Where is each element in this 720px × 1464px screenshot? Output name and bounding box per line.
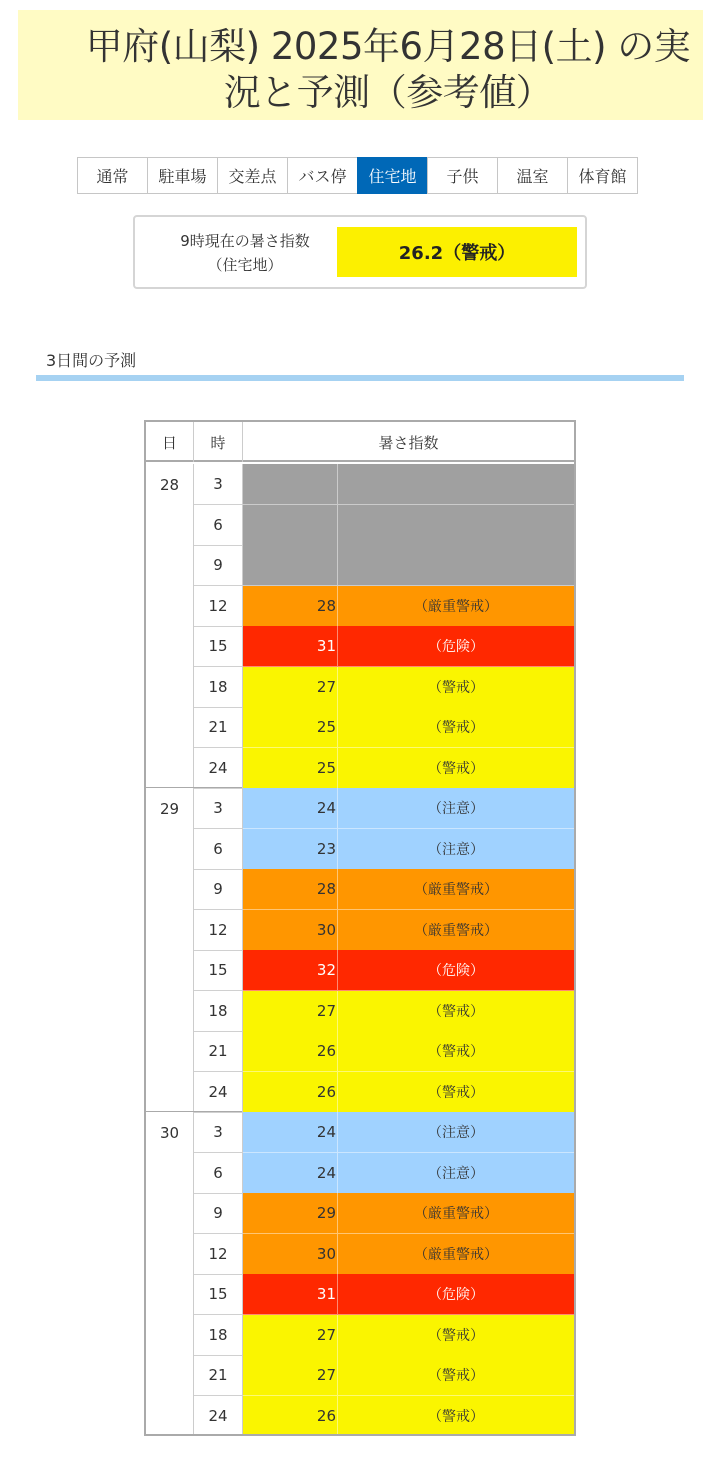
table-row	[194, 707, 574, 747]
wbgt-value-cell: 27	[243, 1315, 338, 1356]
current-wbgt-label	[155, 229, 335, 277]
page-header	[18, 10, 703, 120]
hour-cell: 9	[194, 869, 243, 910]
tab-children[interactable]: 子供	[427, 157, 498, 194]
table-row	[194, 869, 574, 909]
hour-cell: 21	[194, 1355, 243, 1396]
wbgt-level-cell: （警戒）	[338, 748, 574, 789]
table-row	[194, 910, 574, 950]
wbgt-value-cell: 26	[243, 1396, 338, 1437]
table-row	[194, 586, 574, 626]
wbgt-value-cell: 26	[243, 1031, 338, 1072]
hour-cell: 9	[194, 1193, 243, 1234]
hour-cell: 18	[194, 667, 243, 708]
hour-cell: 3	[194, 1112, 243, 1153]
table-header	[146, 422, 574, 462]
tab-residential[interactable]: 住宅地	[357, 157, 428, 194]
wbgt-value-cell: 24	[243, 788, 338, 829]
day-group	[146, 788, 574, 1112]
hour-cell: 24	[194, 748, 243, 789]
wbgt-level-cell: （危険）	[338, 626, 574, 667]
table-row	[194, 788, 574, 828]
wbgt-level-cell: （厳重警戒）	[338, 1234, 574, 1275]
tab-bus-stop[interactable]: バス停	[287, 157, 358, 194]
table-row	[194, 667, 574, 707]
hour-cell: 21	[194, 1031, 243, 1072]
wbgt-level-cell: （注意）	[338, 1112, 574, 1153]
hour-cell: 12	[194, 910, 243, 951]
table-row	[194, 1031, 574, 1071]
wbgt-value-cell: 24	[243, 1112, 338, 1153]
day-cell: 30	[146, 1112, 194, 1436]
hour-cell: 18	[194, 1315, 243, 1356]
wbgt-level-cell: （危険）	[338, 1274, 574, 1315]
wbgt-value-cell: 30	[243, 910, 338, 951]
wbgt-value-cell: 25	[243, 707, 338, 748]
wbgt-level-cell: （厳重警戒）	[338, 586, 574, 627]
wbgt-value-cell: 24	[243, 1153, 338, 1194]
wbgt-level-cell: （厳重警戒）	[338, 1193, 574, 1234]
wbgt-level-cell: （警戒）	[338, 1396, 574, 1437]
wbgt-value-cell: 27	[243, 667, 338, 708]
wbgt-level-cell: （注意）	[338, 829, 574, 870]
section-underline	[36, 375, 684, 381]
wbgt-value-cell	[243, 505, 338, 546]
wbgt-value-cell	[243, 464, 338, 505]
wbgt-level-cell: （警戒）	[338, 1031, 574, 1072]
hour-cell: 6	[194, 505, 243, 546]
table-row	[194, 1355, 574, 1395]
table-row	[194, 1315, 574, 1355]
hour-cell: 24	[194, 1072, 243, 1113]
tab-greenhouse[interactable]: 温室	[497, 157, 568, 194]
current-wbgt-label-line2: （住宅地）	[207, 256, 283, 274]
wbgt-value-cell: 26	[243, 1072, 338, 1113]
wbgt-value-cell: 29	[243, 1193, 338, 1234]
wbgt-level-cell: （厳重警戒）	[338, 910, 574, 951]
day-group	[146, 1112, 574, 1436]
hour-cell: 18	[194, 991, 243, 1032]
wbgt-level-cell: （警戒）	[338, 1315, 574, 1356]
wbgt-value-cell: 31	[243, 1274, 338, 1315]
wbgt-level-cell	[338, 505, 574, 546]
header-hour: 時	[194, 422, 243, 462]
table-row	[194, 991, 574, 1031]
hour-cell: 6	[194, 829, 243, 870]
table-row	[194, 1153, 574, 1193]
tab-gymnasium[interactable]: 体育館	[567, 157, 638, 194]
table-row	[194, 1112, 574, 1152]
wbgt-value-cell: 31	[243, 626, 338, 667]
table-row	[194, 1193, 574, 1233]
wbgt-value-cell: 27	[243, 991, 338, 1032]
wbgt-level-cell: （警戒）	[338, 667, 574, 708]
section-title: 3日間の予測	[46, 351, 137, 370]
wbgt-value-cell: 28	[243, 586, 338, 627]
wbgt-level-cell	[338, 464, 574, 505]
table-row	[194, 748, 574, 788]
table-row	[194, 545, 574, 585]
table-row	[194, 1072, 574, 1112]
header-wbgt: 暑さ指数	[378, 433, 439, 452]
day-cell: 28	[146, 464, 194, 787]
header-day: 日	[146, 422, 194, 462]
forecast-table	[144, 420, 576, 1436]
wbgt-value-cell: 32	[243, 950, 338, 991]
hour-cell: 12	[194, 586, 243, 627]
wbgt-level-cell: （危険）	[338, 950, 574, 991]
hour-cell: 3	[194, 788, 243, 829]
wbgt-value-cell	[243, 545, 338, 586]
wbgt-level-cell: （厳重警戒）	[338, 869, 574, 910]
table-row	[194, 829, 574, 869]
wbgt-value-cell: 28	[243, 869, 338, 910]
wbgt-value-cell: 25	[243, 748, 338, 789]
day-cell: 29	[146, 788, 194, 1111]
wbgt-level-cell: （警戒）	[338, 991, 574, 1032]
tab-parking[interactable]: 駐車場	[147, 157, 218, 194]
table-row	[194, 1396, 574, 1436]
hour-cell: 24	[194, 1396, 243, 1437]
table-row	[194, 950, 574, 990]
current-wbgt-value: 26.2（警戒）	[337, 227, 577, 277]
current-wbgt-panel	[133, 215, 587, 289]
wbgt-value-cell: 30	[243, 1234, 338, 1275]
table-row	[194, 505, 574, 545]
wbgt-level-cell: （警戒）	[338, 1355, 574, 1396]
hour-cell: 3	[194, 464, 243, 505]
hour-cell: 6	[194, 1153, 243, 1194]
wbgt-value-cell: 23	[243, 829, 338, 870]
wbgt-level-cell: （警戒）	[338, 707, 574, 748]
hour-cell: 15	[194, 950, 243, 991]
location-type-tabs	[77, 157, 638, 194]
hour-cell: 21	[194, 707, 243, 748]
table-row	[194, 1234, 574, 1274]
table-row	[194, 1274, 574, 1314]
hour-cell: 15	[194, 1274, 243, 1315]
wbgt-level-cell: （注意）	[338, 1153, 574, 1194]
page-title: 甲府(山梨) 2025年6月28日(土) の実況と予測（参考値）	[85, 25, 691, 114]
tab-normal[interactable]: 通常	[77, 157, 148, 194]
wbgt-value-cell: 27	[243, 1355, 338, 1396]
wbgt-level-cell	[338, 545, 574, 586]
wbgt-level-cell: （警戒）	[338, 1072, 574, 1113]
tab-intersection[interactable]: 交差点	[217, 157, 288, 194]
wbgt-level-cell: （注意）	[338, 788, 574, 829]
table-row	[194, 626, 574, 666]
day-group	[146, 464, 574, 788]
hour-cell: 15	[194, 626, 243, 667]
table-row	[194, 464, 574, 504]
hour-cell: 9	[194, 545, 243, 586]
current-wbgt-label-line1: 9時現在の暑さ指数	[180, 232, 310, 250]
hour-cell: 12	[194, 1234, 243, 1275]
